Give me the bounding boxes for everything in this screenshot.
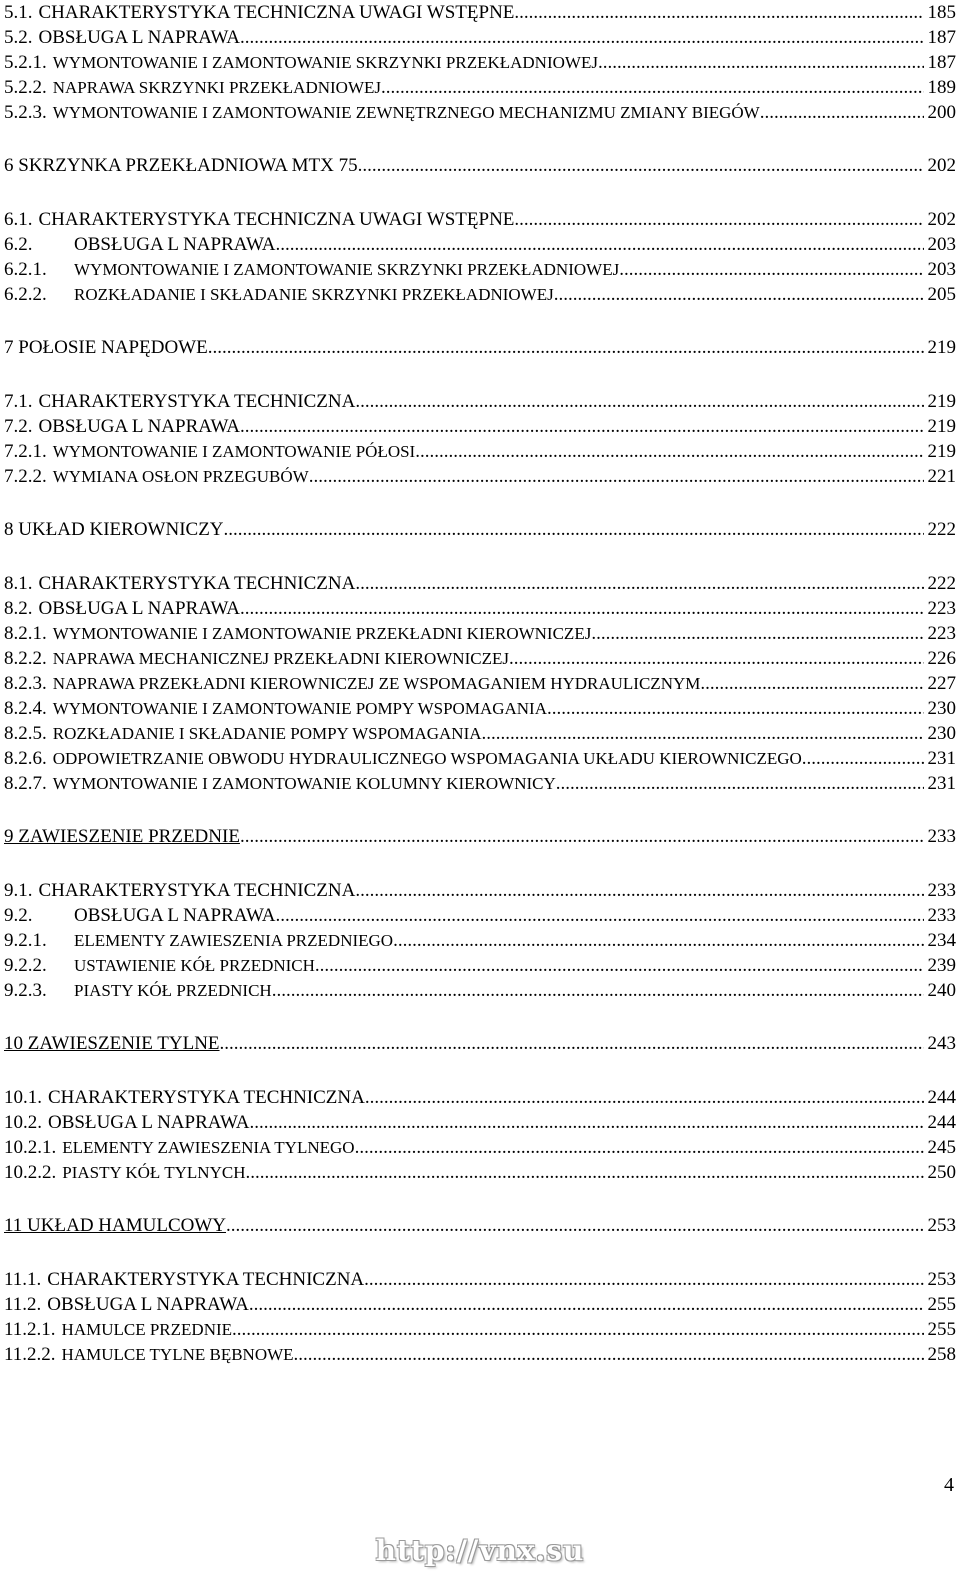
toc-entry-title: CHARAKTERYSTYKA TECHNICZNA [47,1269,365,1290]
toc-entry-title: WYMONTOWANIE I ZAMONTOWANIE SKRZYNKI PRZEKŁADNIOWEJ [74,260,620,279]
toc-dot-leader [514,207,923,232]
toc-entry-page: 219 [927,391,956,412]
toc-entry-page: 219 [927,416,956,437]
toc-entry-number: 8.2. [4,598,33,619]
toc-entry-title: ROZKŁADANIE I SKŁADANIE POMPY WSPOMAGANIA [52,724,482,743]
toc-entry-page: 255 [927,1319,956,1340]
toc-entry-title: 7 POŁOSIE NAPĘDOWE [4,337,208,358]
toc-entry-number: 8.2.3. [4,673,47,694]
toc-entry-page: 244 [927,1112,956,1133]
toc-subsection-entry[interactable] [4,1317,956,1342]
toc-entry-page: 234 [927,930,956,951]
toc-entry-number: 9.2.1. [4,930,47,951]
toc-entry-title: WYMONTOWANIE I ZAMONTOWANIE PRZEKŁADNI KIEROWNICZEJ [52,624,592,643]
toc-dot-leader [364,1267,923,1292]
toc-entry-page: 231 [927,773,956,794]
toc-entry-number: 9.2.2. [4,955,47,976]
toc-entry-page: 231 [927,748,956,769]
toc-section-entry[interactable] [4,207,956,232]
toc-entry-title: ELEMENTY ZAWIESZENIA PRZEDNIEGO [74,931,394,950]
toc-entry-page: 200 [927,102,956,123]
toc-dot-leader [276,903,924,928]
toc-section-entry[interactable] [4,1110,956,1135]
toc-entry-title: OBSŁUGA L NAPRAWA [38,27,241,48]
toc-dot-leader [315,953,924,978]
toc-section-entry[interactable] [4,25,956,50]
toc-entry-page: 185 [927,2,956,23]
toc-subsection-entry[interactable] [4,50,956,75]
toc-entry-page: 258 [927,1344,956,1365]
toc-entry-title: WYMONTOWANIE I ZAMONTOWANIE PÓŁOSI [52,442,416,461]
toc-entry-title: CHARAKTERYSTYKA TECHNICZNA UWAGI WSTĘPNE [38,2,515,23]
toc-entry-page: 253 [927,1269,956,1290]
toc-dot-leader [276,232,924,257]
section-spacer [4,854,956,878]
toc-entry-page: 202 [927,209,956,230]
toc-entry-title: NAPRAWA MECHANICZNEJ PRZEKŁADNI KIEROWNICZEJ [52,649,509,668]
toc-dot-leader [415,439,923,464]
toc-entry-number: 9.1. [4,880,33,901]
toc-entry-number: 5.1. [4,2,33,23]
toc-entry-title: 8 UKŁAD KIEROWNICZY [4,519,224,540]
toc-entry-number: 11.2. [4,1294,42,1315]
toc-dot-leader [365,1085,924,1110]
toc-section-entry[interactable] [4,1085,956,1110]
toc-entry-page: 230 [927,698,956,719]
toc-subsection-entry[interactable] [4,928,956,953]
toc-entry-number: 10.2. [4,1112,42,1133]
toc-entry-page: 253 [927,1215,956,1236]
toc-entry-title: WYMONTOWANIE I ZAMONTOWANIE ZEWNĘTRZNEGO MECHANIZMU ZMIANY BIEGÓW [52,103,760,122]
toc-entry-page: 230 [927,723,956,744]
toc-entry-page: 244 [927,1087,956,1108]
watermark-text: http://vnx.su [375,1534,585,1567]
toc-dot-leader [355,389,923,414]
toc-subsection-entry[interactable] [4,978,956,1003]
toc-section-entry[interactable] [4,903,956,928]
toc-subsection-entry[interactable] [4,646,956,671]
toc-entry-title: 6 SKRZYNKA PRZEKŁADNIOWA MTX 75 [4,155,358,176]
toc-dot-leader [802,746,924,771]
toc-entry-number: 5.2. [4,27,33,48]
toc-entry-number: 7.2. [4,416,33,437]
toc-entry-title: CHARAKTERYSTYKA TECHNICZNA [48,1087,365,1108]
toc-entry-page: 219 [927,337,956,358]
toc-dot-leader [245,1160,923,1185]
toc-entry-number: 11.2.2. [4,1344,56,1365]
toc-dot-leader [208,331,924,365]
toc-entry-title: WYMONTOWANIE I ZAMONTOWANIE POMPY WSPOMAGANIA [52,699,547,718]
toc-entry-page: 233 [927,880,956,901]
toc-entry-page: 222 [927,573,956,594]
toc-entry-number: 8.2.7. [4,773,47,794]
toc-entry-title: ELEMENTY ZAWIESZENIA TYLNEGO [62,1138,355,1157]
toc-dot-leader [309,464,924,489]
toc-section-entry[interactable] [4,389,956,414]
toc-dot-leader [240,596,923,621]
toc-entry-title: ROZKŁADANIE I SKŁADANIE SKRZYNKI PRZEKŁADNIOWEJ [74,285,554,304]
toc-entry-title: 10 ZAWIESZENIE TYLNE [4,1033,220,1054]
toc-entry-number: 9.2.3. [4,980,47,1001]
toc-section-entry[interactable] [4,596,956,621]
toc-entry-title: OBSŁUGA L NAPRAWA [74,234,276,255]
toc-subsection-entry[interactable] [4,439,956,464]
toc-entry-number: 8.2.1. [4,623,47,644]
chapter-spacer [4,1003,956,1027]
toc-chapter-entry[interactable] [4,331,956,365]
toc-dot-leader [355,1135,924,1160]
toc-entry-title: OBSŁUGA L NAPRAWA [48,1112,250,1133]
toc-dot-leader [509,646,924,671]
toc-entry-page: 187 [927,52,956,73]
toc-dot-leader [554,282,924,307]
toc-chapter-entry[interactable] [4,513,956,547]
toc-entry-page: 240 [927,980,956,1001]
toc-dot-leader [591,621,923,646]
chapter-spacer [4,796,956,820]
toc-entry-page: 227 [927,673,956,694]
toc-dot-leader [226,1209,924,1243]
page-number: 4 [944,1474,954,1496]
table-of-contents [4,0,956,1367]
section-spacer [4,365,956,389]
toc-entry-title: PIASTY KÓŁ TYLNYCH [62,1163,246,1182]
chapter-spacer [4,1185,956,1209]
toc-entry-page: 239 [927,955,956,976]
toc-dot-leader [249,1292,924,1317]
toc-entry-number: 6.2.2. [4,284,47,305]
section-spacer [4,183,956,207]
toc-entry-number: 5.2.3. [4,102,47,123]
toc-entry-number: 5.2.2. [4,77,47,98]
toc-entry-page: 202 [927,155,956,176]
toc-chapter-entry[interactable] [4,1209,956,1243]
toc-entry-number: 8.1. [4,573,33,594]
toc-entry-page: 226 [927,648,956,669]
toc-entry-number: 6.1. [4,209,33,230]
section-spacer [4,1243,956,1267]
toc-subsection-entry[interactable] [4,464,956,489]
toc-dot-leader [240,25,923,50]
toc-entry-number: 6.2.1. [4,259,47,280]
toc-subsection-entry[interactable] [4,696,956,721]
toc-chapter-entry[interactable] [4,149,956,183]
toc-entry-number: 11.1. [4,1269,42,1290]
toc-subsection-entry[interactable] [4,1160,956,1185]
toc-dot-leader [598,50,924,75]
toc-entry-number: 8.2.6. [4,748,47,769]
toc-entry-page: 223 [927,623,956,644]
toc-dot-leader [240,820,924,854]
toc-entry-title: WYMONTOWANIE I ZAMONTOWANIE SKRZYNKI PRZEKŁADNIOWEJ [52,53,598,72]
toc-entry-title: CHARAKTERYSTYKA TECHNICZNA UWAGI WSTĘPNE [38,209,515,230]
chapter-spacer [4,307,956,331]
toc-dot-leader [358,149,924,183]
toc-subsection-entry[interactable] [4,282,956,307]
toc-dot-leader [224,513,924,547]
toc-entry-number: 10.2.2. [4,1162,57,1183]
toc-dot-leader [220,1027,924,1061]
toc-entry-title: WYMONTOWANIE I ZAMONTOWANIE KOLUMNY KIEROWNICY [52,774,556,793]
toc-entry-number: 10.1. [4,1087,42,1108]
toc-entry-number: 7.2.1. [4,441,47,462]
toc-entry-title: 11 UKŁAD HAMULCOWY [4,1215,226,1236]
toc-section-entry[interactable] [4,571,956,596]
toc-subsection-entry[interactable] [4,1342,956,1367]
toc-entry-number: 6.2. [4,234,33,255]
toc-dot-leader [355,878,923,903]
toc-subsection-entry[interactable] [4,771,956,796]
toc-entry-page: 243 [927,1033,956,1054]
toc-entry-title: HAMULCE PRZEDNIE [61,1320,233,1339]
toc-entry-page: 233 [927,905,956,926]
toc-dot-leader [556,771,924,796]
toc-section-entry[interactable] [4,414,956,439]
toc-dot-leader [619,257,923,282]
toc-subsection-entry[interactable] [4,671,956,696]
toc-entry-page: 187 [927,27,956,48]
toc-dot-leader [393,928,923,953]
toc-entry-number: 11.2.1. [4,1319,56,1340]
toc-subsection-entry[interactable] [4,746,956,771]
toc-entry-title: CHARAKTERYSTYKA TECHNICZNA [38,573,356,594]
toc-entry-number: 5.2.1. [4,52,47,73]
toc-dot-leader [700,671,923,696]
toc-entry-page: 223 [927,598,956,619]
toc-entry-page: 205 [927,284,956,305]
toc-dot-leader [514,0,923,25]
toc-subsection-entry[interactable] [4,1135,956,1160]
toc-dot-leader [381,75,924,100]
toc-entry-title: OBSŁUGA L NAPRAWA [38,598,241,619]
toc-entry-number: 9.2. [4,905,33,926]
toc-subsection-entry[interactable] [4,721,956,746]
toc-section-entry[interactable] [4,1267,956,1292]
toc-entry-title: ODPOWIETRZANIE OBWODU HYDRAULICZNEGO WSPOMAGANIA UKŁADU KIEROWNICZEGO [52,749,802,768]
toc-subsection-entry[interactable] [4,257,956,282]
toc-subsection-entry[interactable] [4,100,956,125]
toc-dot-leader [355,571,923,596]
toc-entry-number: 7.2.2. [4,466,47,487]
toc-entry-number: 8.2.4. [4,698,47,719]
toc-dot-leader [240,414,923,439]
toc-entry-title: OBSŁUGA L NAPRAWA [38,416,241,437]
toc-entry-page: 222 [927,519,956,540]
toc-dot-leader [272,978,924,1003]
toc-entry-title: HAMULCE TYLNE BĘBNOWE [61,1345,294,1364]
toc-section-entry[interactable] [4,0,956,25]
toc-entry-title: WYMIANA OSŁON PRZEGUBÓW [52,467,309,486]
toc-entry-number: 8.2.5. [4,723,47,744]
toc-entry-number: 7.1. [4,391,33,412]
toc-entry-title: OBSŁUGA L NAPRAWA [74,905,276,926]
toc-entry-page: 189 [927,77,956,98]
toc-entry-page: 233 [927,826,956,847]
chapter-spacer [4,489,956,513]
toc-entry-title: 9 ZAWIESZENIE PRZEDNIE [4,826,240,847]
toc-section-entry[interactable] [4,878,956,903]
toc-subsection-entry[interactable] [4,621,956,646]
toc-chapter-entry[interactable] [4,820,956,854]
toc-entry-page: 245 [927,1137,956,1158]
toc-chapter-entry[interactable] [4,1027,956,1061]
toc-section-entry[interactable] [4,1292,956,1317]
toc-entry-page: 221 [927,466,956,487]
toc-entry-title: USTAWIENIE KÓŁ PRZEDNICH [74,956,315,975]
toc-entry-title: PIASTY KÓŁ PRZEDNICH [74,981,272,1000]
section-spacer [4,1061,956,1085]
toc-entry-page: 219 [927,441,956,462]
toc-entry-number: 10.2.1. [4,1137,57,1158]
toc-dot-leader [482,721,924,746]
toc-entry-title: NAPRAWA SKRZYNKI PRZEKŁADNIOWEJ [52,78,381,97]
toc-entry-title: NAPRAWA PRZEKŁADNI KIEROWNICZEJ ZE WSPOMAGANIEM HYDRAULICZNYM [52,674,701,693]
toc-entry-page: 203 [927,234,956,255]
toc-entry-page: 203 [927,259,956,280]
toc-subsection-entry[interactable] [4,953,956,978]
toc-dot-leader [294,1342,924,1367]
toc-entry-page: 250 [927,1162,956,1183]
toc-section-entry[interactable] [4,232,956,257]
toc-dot-leader [760,100,924,125]
toc-entry-title: OBSŁUGA L NAPRAWA [47,1294,249,1315]
toc-dot-leader [250,1110,924,1135]
section-spacer [4,547,956,571]
toc-subsection-entry[interactable] [4,75,956,100]
toc-entry-title: CHARAKTERYSTYKA TECHNICZNA [38,880,356,901]
toc-entry-title: CHARAKTERYSTYKA TECHNICZNA [38,391,356,412]
toc-dot-leader [547,696,924,721]
toc-entry-page: 255 [927,1294,956,1315]
toc-entry-number: 8.2.2. [4,648,47,669]
toc-dot-leader [232,1317,923,1342]
chapter-spacer [4,125,956,149]
